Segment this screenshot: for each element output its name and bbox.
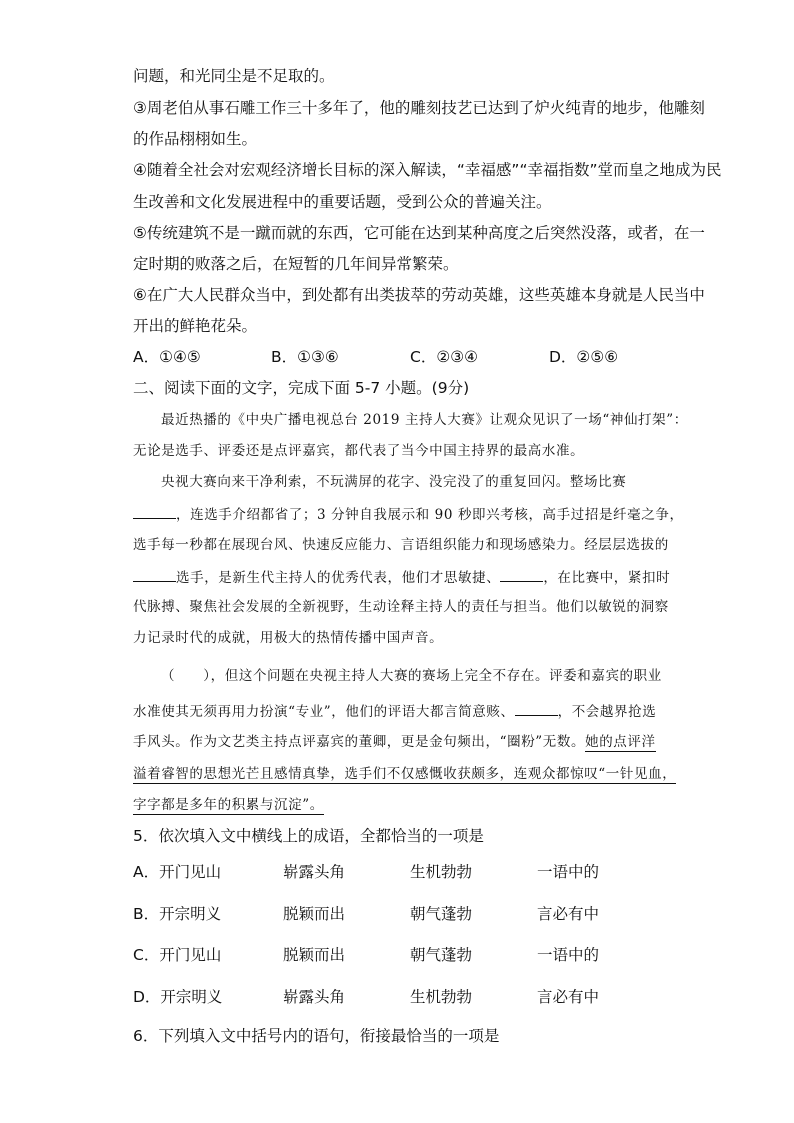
q5-option-c-letter: C．开门见山 <box>133 946 222 964</box>
passage-line: 央视大赛向来干净利索，不玩满屏的花字、没完没了的重复回闪。整场比赛 <box>161 474 627 490</box>
passage-line: 代脉搏、聚焦社会发展的全新视野，生动诠释主持人的责任与担当。他们以敏锐的洞察 <box>133 599 669 615</box>
text-line: 的作品栩栩如生。 <box>133 130 258 148</box>
underlined-sentence: 字字都是多年的积累与沉淀”。 <box>133 797 324 813</box>
text-line: ⑤传统建筑不是一蹴而就的东西，它可能在达到某种高度之后突然没落，或者，在一 <box>133 224 705 242</box>
fill-blank-4 <box>515 700 558 716</box>
q5-option-a-word4: 一语中的 <box>537 863 600 881</box>
passage-line <box>133 764 676 784</box>
fill-blank-2 <box>133 566 176 582</box>
passage-line: 无论是选手、评委还是点评嘉宾，都代表了当今中国主持界的最高水准。 <box>133 443 585 459</box>
section-heading: 二、阅读下面的文字，完成下面 5-7 小题。(9分) <box>133 379 470 397</box>
q5-option-d-word4: 言必有中 <box>537 988 600 1006</box>
text-line: ④随着全社会对宏观经济增长目标的深入解读，“幸福感”“幸福指数”堂而皇之地成为民 <box>133 161 722 179</box>
text-line: 定时期的败落之后，在短暂的几年间异常繁荣。 <box>133 255 459 273</box>
passage-line <box>133 795 324 815</box>
passage-line: 手风头。作为文艺类主持点评嘉宾的董卿，更是金句频出，“圈粉”无数。她的点评洋 <box>133 734 656 750</box>
question-6-stem: 6．下列填入文中括号内的语句，衔接最恰当的一项是 <box>133 1027 500 1045</box>
q5-option-a-letter: A．开门见山 <box>133 863 222 881</box>
passage-line: 最近热播的《中央广播电视总台 2019 主持人大赛》让观众见识了一场“神仙打架”： <box>161 412 688 428</box>
q5-option-b-letter: B．开宗明义 <box>133 905 222 923</box>
q4-option-c: C．②③④ <box>410 348 479 366</box>
q4-option-d: D．②⑤⑥ <box>549 348 619 366</box>
q5-option-d-word3: 生机勃勃 <box>410 988 473 1006</box>
q5-option-c-word3: 朝气蓬勃 <box>410 946 473 964</box>
fill-blank-3 <box>500 566 543 582</box>
q4-option-a: A．①④⑤ <box>133 348 201 366</box>
underlined-sentence: 溢着睿智的思想光芒且感情真挚，选手们不仅感慨收获颇多，连观众都惊叹“一针见血， <box>133 766 677 782</box>
text-line: ⑥在广大人民群众当中，到处都有出类拔萃的劳动英雄，这些英雄本身就是人民当中 <box>133 286 705 304</box>
q4-option-b: B．①③⑥ <box>271 348 339 366</box>
q5-option-a-word2: 崭露头角 <box>283 863 346 881</box>
q5-option-b-word3: 朝气蓬勃 <box>410 905 473 923</box>
passage-line: 选手每一秒都在展现台风、快速反应能力、言语组织能力和现场感染力。经层层选拔的 <box>133 537 669 553</box>
fill-blank-1 <box>133 503 176 519</box>
q5-option-d-letter: D．开宗明义 <box>133 988 223 1006</box>
text-line: 生改善和文化发展进程中的重要话题，受到公众的普遍关注。 <box>133 193 552 211</box>
passage-line: （ ），但这个问题在央视主持人大赛的赛场上完全不存在。评委和嘉宾的职业 <box>161 668 662 684</box>
underlined-sentence: 她的点评洋 <box>585 734 656 750</box>
q5-option-a-word3: 生机勃勃 <box>410 863 473 881</box>
question-5-stem: 5．依次填入文中横线上的成语，全都恰当的一项是 <box>133 827 484 845</box>
passage-line: 力记录时代的成就，用极大的热情传播中国声音。 <box>133 630 444 646</box>
text-line: 开出的鲜艳花朵。 <box>133 317 258 335</box>
passage-line: 水准使其无须再用力扮演“专业”，他们的评语大都言简意赅、 ，不会越界抢选 <box>133 700 656 722</box>
text-line: ③周老伯从事石雕工作三十多年了，他的雕刻技艺已达到了炉火纯青的地步，他雕刻 <box>133 99 705 117</box>
q5-option-b-word2: 脱颖而出 <box>283 905 346 923</box>
q5-option-b-word4: 言必有中 <box>537 905 600 923</box>
q5-option-c-word4: 一语中的 <box>537 946 600 964</box>
q5-option-d-word2: 崭露头角 <box>283 988 346 1006</box>
passage-line: 选手，是新生代主持人的优秀代表，他们才思敏捷、 ，在比赛中，紧扣时 <box>133 566 670 588</box>
q5-option-c-word2: 脱颖而出 <box>283 946 346 964</box>
passage-line: ，连选手介绍都省了；3 分钟自我展示和 90 秒即兴考核，高手过招是纤毫之争， <box>133 503 684 525</box>
text-line: 问题，和光同尘是不足取的。 <box>133 67 335 85</box>
